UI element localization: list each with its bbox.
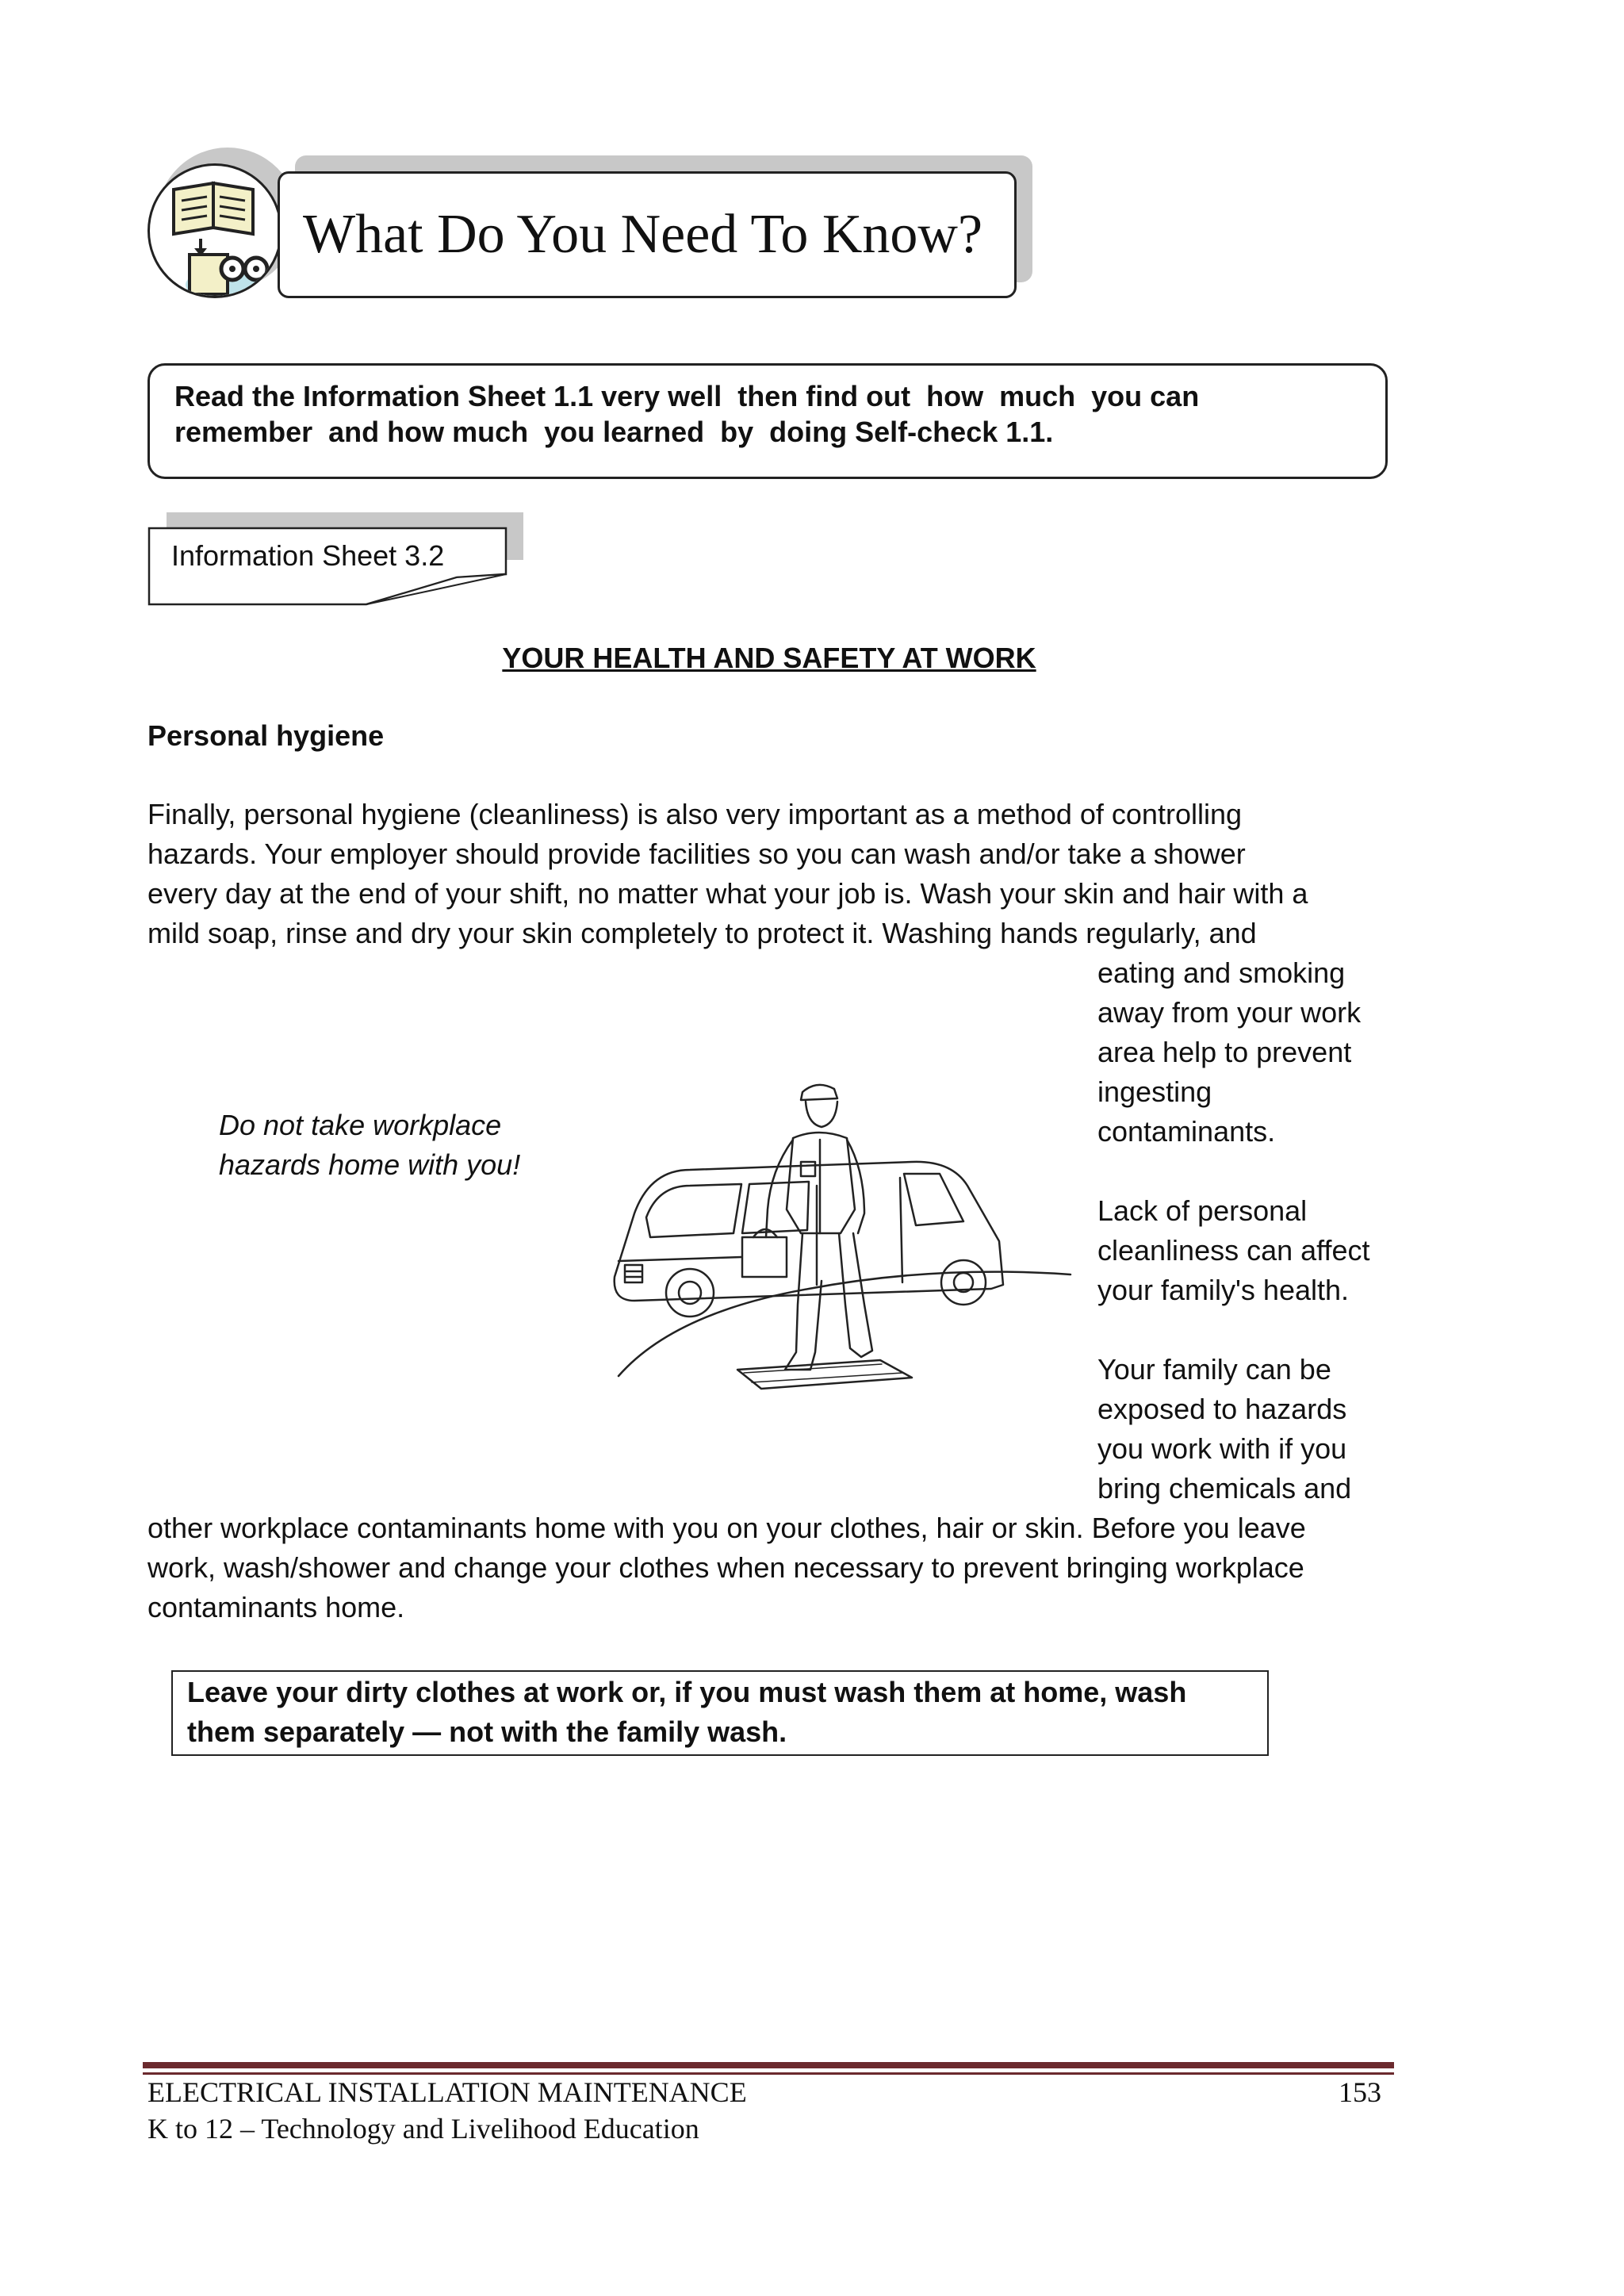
side-text-line: Your family can be	[1097, 1353, 1331, 1386]
intro-line: Finally, personal hygiene (cleanliness) is also very important as a method of controlling	[147, 798, 1243, 830]
closing-line: work, wash/shower and change your clothes when necessary to prevent bringing workplace	[147, 1551, 1304, 1584]
instruction-text: Read the Information Sheet 1.1 very well then find out how much you can remember and how much you learned by doing Self-check 1.1.	[174, 380, 1200, 448]
side-text-line: cleanliness can affect	[1097, 1234, 1370, 1267]
side-text-line: Lack of personal	[1097, 1194, 1308, 1227]
side-text-line: your family's health.	[1097, 1274, 1350, 1306]
footer-course-title: ELECTRICAL INSTALLATION MAINTENANCE	[147, 2076, 747, 2108]
intro-line: hazards. Your employer should provide facilities so you can wash and/or take a shower	[147, 838, 1246, 870]
side-text-line: away from your work	[1097, 996, 1362, 1029]
closing-line: contaminants home.	[147, 1591, 405, 1623]
worker-leaving-van-illustration	[603, 1075, 1078, 1416]
side-text-line: exposed to hazards	[1097, 1393, 1347, 1425]
intro-line: every day at the end of your shift, no matter what your job is. Wash your skin and hair with a	[147, 877, 1308, 910]
closing-line: other workplace contaminants home with you on your clothes, hair or skin. Before you leave	[147, 1512, 1306, 1544]
info-sheet-label: Information Sheet 3.2	[171, 539, 445, 572]
intro-line: mild soap, rinse and dry your skin completely to protect it. Washing hands regularly, and	[147, 917, 1257, 949]
side-text-line: eating and smoking	[1097, 956, 1346, 989]
quote-line: hazards home with you!	[219, 1148, 521, 1181]
section-heading: YOUR HEALTH AND SAFETY AT WORK	[502, 642, 1036, 674]
side-text-line: area help to prevent	[1097, 1036, 1352, 1068]
note-line: Leave your dirty clothes at work or, if you must wash them at home, wash	[187, 1676, 1187, 1708]
page-title: What Do You Need To Know?	[303, 204, 983, 265]
side-text-line: contaminants.	[1097, 1115, 1276, 1148]
quote-line: Do not take workplace	[219, 1109, 502, 1141]
subheading: Personal hygiene	[147, 719, 385, 752]
footer-program: K to 12 – Technology and Livelihood Education	[147, 2113, 699, 2145]
banner-icon-circle	[147, 163, 282, 298]
book-reader-icon	[150, 166, 282, 298]
page-number: 153	[1339, 2076, 1381, 2108]
side-text-line: ingesting	[1097, 1075, 1212, 1108]
note-line: them separately — not with the family wash.	[187, 1715, 787, 1748]
footer-rule	[143, 2062, 1394, 2068]
side-text-line: bring chemicals and	[1097, 1472, 1352, 1504]
side-text-line: you work with if you	[1097, 1432, 1347, 1465]
